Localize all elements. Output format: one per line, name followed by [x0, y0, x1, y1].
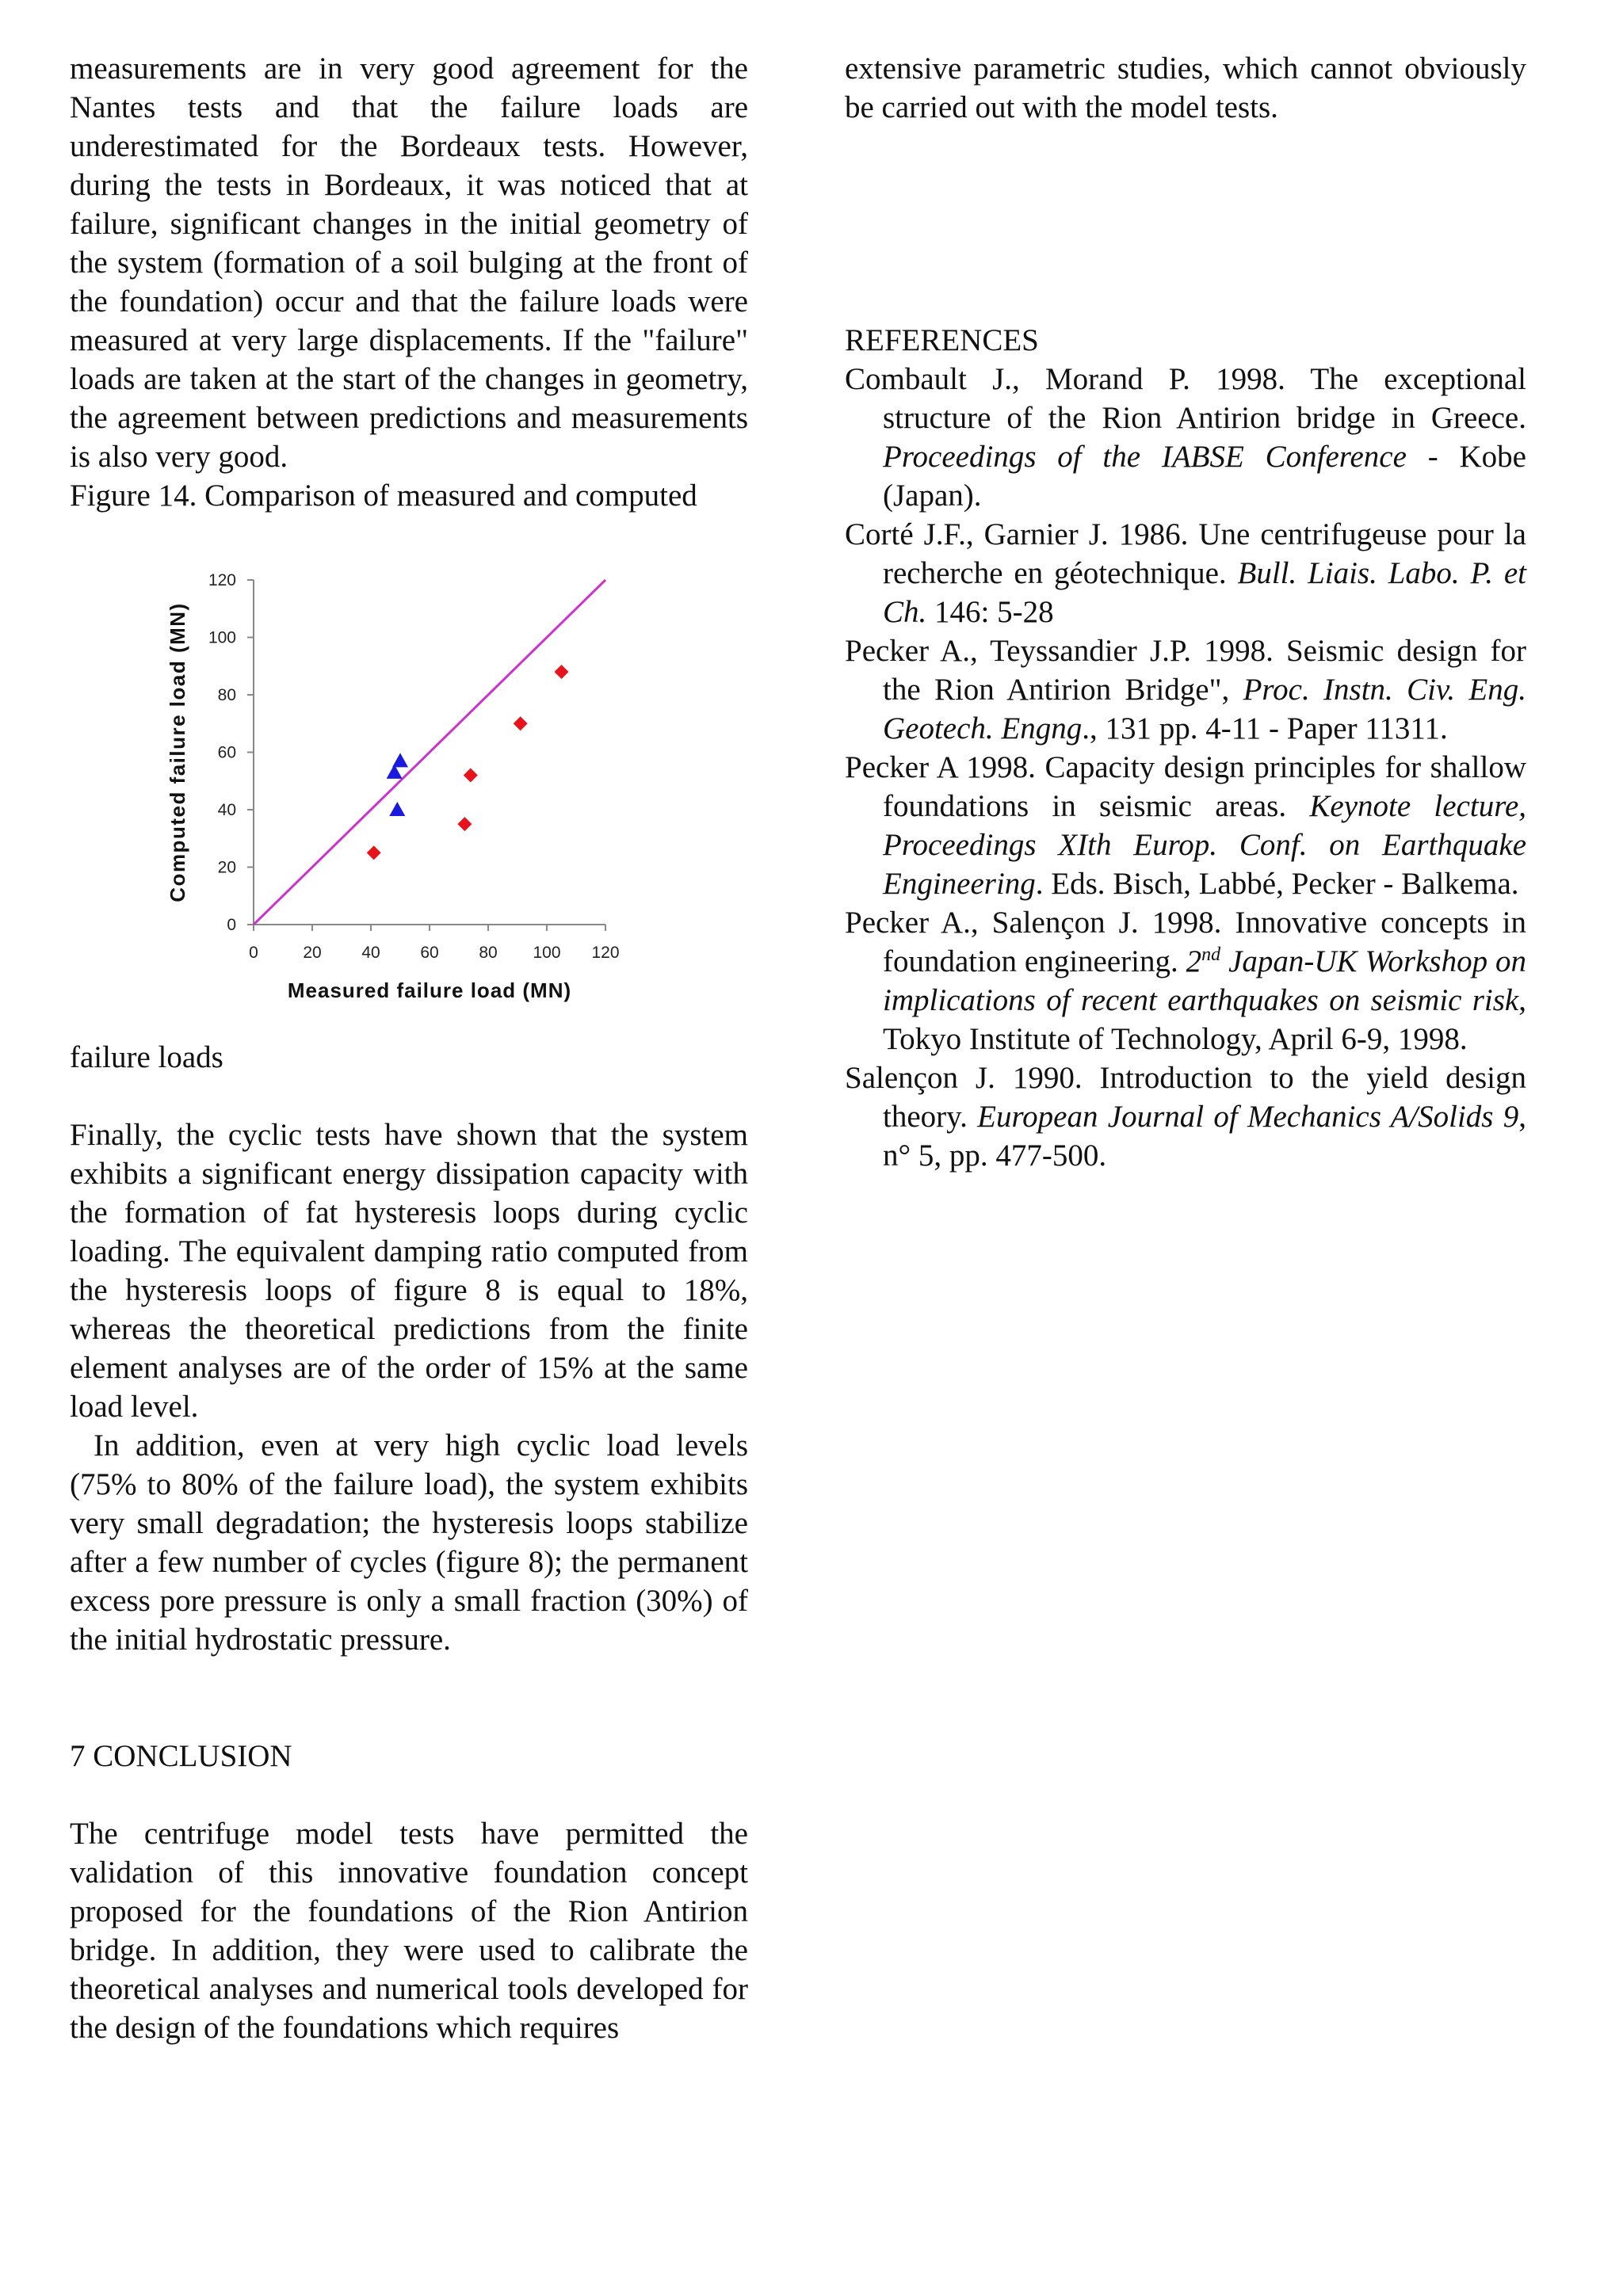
y-tick-label: 20	[217, 858, 236, 877]
left-column	[70, 49, 748, 2047]
x-tick-label: 60	[420, 944, 439, 962]
reference-item: Salençon J. 1990. Introduction to the yield design theory. European Journal of Mechanics A/Solids 9, n° 5, pp. 477-500.	[845, 1061, 1526, 1173]
y-tick-label: 80	[217, 686, 236, 704]
y-tick-label: 100	[208, 628, 236, 647]
reference-item: Pecker A., Teyssandier J.P. 1998. Seismic design for the Rion Antirion Bridge", Proc. Instn. Civ. Eng. Geotech. Engng., 131 pp. 4-11 - Paper 11311.	[845, 634, 1526, 746]
y-tick-label: 120	[208, 571, 236, 589]
bordeaux-data-point	[555, 665, 569, 679]
bordeaux-data-point	[464, 769, 478, 783]
x-tick-label: 100	[533, 944, 561, 962]
paragraph-continuation: extensive parametric studies, which cannot obviously be carried out with the model tests.	[845, 51, 1526, 124]
x-tick-label: 40	[361, 944, 380, 962]
x-tick-label: 80	[479, 944, 498, 962]
x-tick-label: 0	[249, 944, 258, 962]
reference-item: Corté J.F., Garnier J. 1986. Une centrifugeuse pour la recherche en géotechnique. Bull. Liais. Labo. P. et Ch. 146: 5-28	[845, 517, 1526, 629]
y-tick-label: 40	[217, 801, 236, 819]
x-tick-label: 120	[591, 944, 620, 962]
x-axis-label: Measured failure load (MN)	[287, 978, 572, 1002]
x-tick-label: 20	[303, 944, 322, 962]
figure-caption-end: failure loads	[70, 1040, 223, 1074]
nantes-data-point	[392, 753, 408, 767]
paragraph-intro: measurements are in very good agreement for the Nantes tests and that the failure loads are underestimated for the Bordeaux tests. However, during the tests in Bordeaux, it was noticed that at failure, significant changes in the initial geometry of the system (formation of a soil bulging at the front of the foundation) occur and that the failure loads were measured at very large displacements. If the "failure" loads are taken at the start of the changes in geometry, the agreement between predictions and measurements is also very good.	[70, 51, 748, 474]
reference-item: Combault J., Morand P. 1998. The exceptional structure of the Rion Antirion bridge in Greece. Proceedings of the IABSE Conference - Kobe (Japan).	[845, 362, 1526, 513]
reference-list	[845, 360, 1526, 1175]
references-heading: REFERENCES	[845, 323, 1039, 357]
bordeaux-data-point	[514, 716, 528, 730]
y-tick-label: 60	[217, 743, 236, 762]
figure-caption-start: Figure 14. Comparison of measured and computed	[70, 479, 697, 513]
reference-item: Pecker A., Salençon J. 1998. Innovative concepts in foundation engineering. 2nd Japan-UK Workshop on implications of recent earthquakes on seismic risk, Tokyo Institute of Technology, April 6-9, 1998.	[845, 906, 1527, 1056]
y-tick-label: 0	[227, 916, 236, 934]
paragraph-cyclic: Finally, the cyclic tests have shown that the system exhibits a significant energy dissipation capacity with the formation of fat hysteresis loops during cyclic loading. The equivalent damping ratio computed from the hysteresis loops of figure 8 is equal to 18%, whereas the theoretical predictions from the finite element analyses are of the order of 15% at the same load level.	[70, 1118, 748, 1424]
figure-14-chart	[70, 570, 748, 1038]
scatter-plot	[70, 570, 748, 1038]
bordeaux-data-point	[457, 817, 472, 831]
equality-line	[254, 580, 605, 925]
nantes-data-point	[389, 802, 405, 816]
paragraph-conclusion: The centrifuge model tests have permitted the validation of this innovative foundation concept proposed for the foundations of the Rion Antirion bridge. In addition, they were used to calibrate the theoretical analyses and numerical tools developed for the design of the foundations which requires	[70, 1817, 748, 2045]
y-axis-label: Computed failure load (MN)	[166, 602, 189, 902]
conclusion-heading: 7 CONCLUSION	[70, 1739, 292, 1773]
reference-item: Pecker A 1998. Capacity design principles for shallow foundations in seismic areas. Keynote lecture, Proceedings XIth Europ. Conf. on Earthquake Engineering. Eds. Bisch, Labbé, Pecker - Balkema.	[845, 750, 1526, 901]
bordeaux-data-point	[367, 845, 381, 860]
paragraph-addition: In addition, even at very high cyclic load levels (75% to 80% of the failure load), the system exhibits very small degradation; the hysteresis loops stabilize after a few number of cycles (figure 8); the permanent excess pore pressure is only a small fraction (30%) of the initial hydrostatic pressure.	[70, 1428, 748, 1657]
right-column	[845, 49, 1526, 1175]
